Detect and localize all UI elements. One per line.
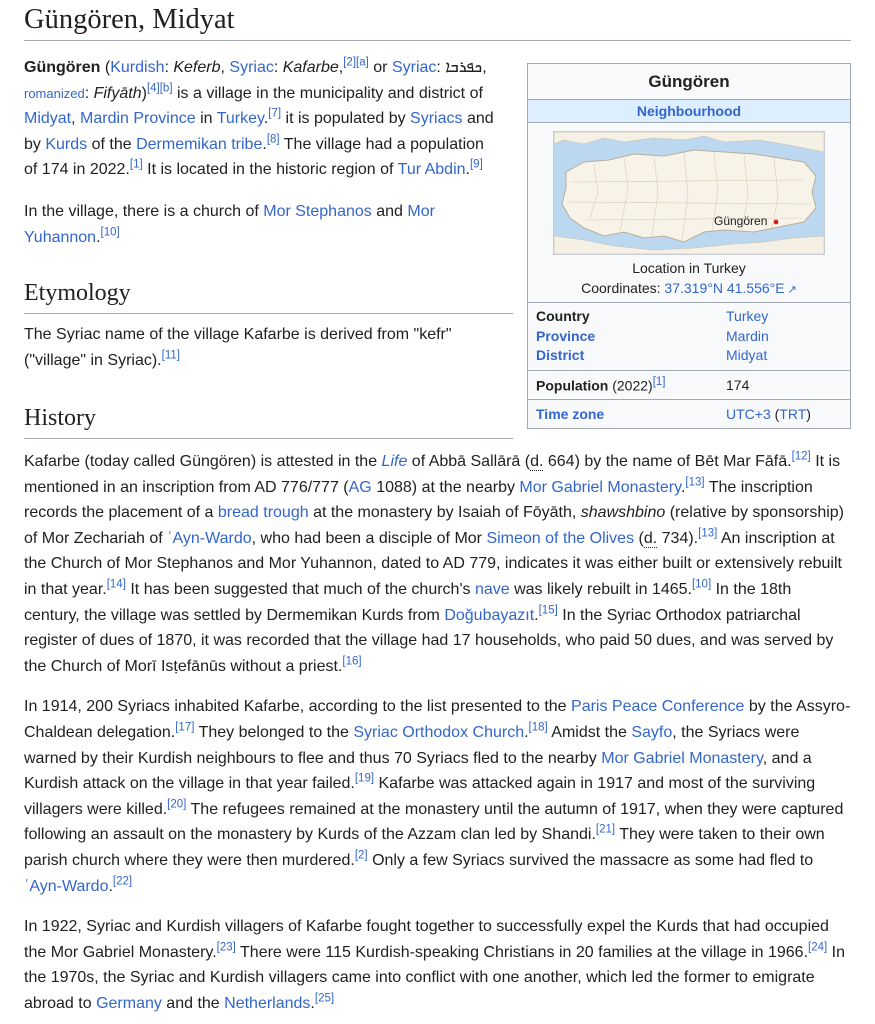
syriac-script: ܟܦܪܒܐ <box>445 59 483 76</box>
link-syriac[interactable]: Syriac <box>229 59 274 76</box>
link-dogubayazit[interactable]: Doğubayazıt <box>444 606 535 624</box>
ref-link[interactable]: [11] <box>161 349 180 362</box>
text: In the village, there is a church of <box>24 202 259 220</box>
lead-paragraph-2: In the village, there is a church of Mor Stephanos and Mor Yuhannon.[10] <box>24 202 435 246</box>
coordinates-link[interactable]: 37.319°N 41.556°E <box>664 280 785 296</box>
link-mor-stephanos[interactable]: Mor Stephanos <box>263 202 372 220</box>
turkey-map-graphic <box>554 132 824 254</box>
link-sayfo[interactable]: Sayfo <box>631 723 673 741</box>
ref-link[interactable]: [23] <box>216 941 236 954</box>
link-simeon-of-the-olives[interactable]: Simeon of the Olives <box>486 529 635 547</box>
ref-link[interactable]: [10] <box>100 226 120 239</box>
text: is a village in the municipality and district of <box>176 84 483 102</box>
ref-link[interactable]: [16] <box>342 655 362 668</box>
population-label-wrap <box>536 377 726 394</box>
link-mor-yuhannon[interactable]: Mor Yuhannon <box>24 202 435 246</box>
infobox-row-province <box>536 327 842 347</box>
article <box>24 0 851 1012</box>
ref-link[interactable]: [15] <box>538 604 558 617</box>
link-romanized[interactable]: romanized <box>24 85 85 101</box>
romanized-name: Fifyāth <box>93 84 142 102</box>
population-year: (2022) <box>612 377 653 394</box>
text: and by <box>24 110 494 153</box>
ref-link[interactable]: [19] <box>354 772 375 785</box>
link-tur-abdin[interactable]: Tur Abdin <box>397 161 466 179</box>
ref-link[interactable]: [12] <box>791 450 811 463</box>
text: of the <box>91 135 132 153</box>
abbr-died: d. <box>643 529 658 547</box>
map-marker-label: Güngören <box>714 214 768 228</box>
syriac-name: Kafarbe <box>282 59 339 76</box>
ref-link[interactable]: [18] <box>528 721 548 734</box>
map-caption: Location in Turkey <box>632 260 746 276</box>
ref-link[interactable]: [4] <box>146 82 160 95</box>
link-nave[interactable]: nave <box>474 580 510 598</box>
text: It is located in the historic region of <box>147 161 394 179</box>
ref-link[interactable]: [22] <box>112 875 133 888</box>
ref-link[interactable]: [14] <box>106 578 126 591</box>
row-value-link[interactable]: Midyat <box>726 347 768 363</box>
link-netherlands[interactable]: Netherlands <box>224 994 311 1012</box>
link-ag[interactable]: AG <box>348 478 372 496</box>
abbr-died: d. <box>530 453 544 470</box>
link-ayn-wardo[interactable]: ʿAyn-Wardo <box>24 877 109 895</box>
page-title: Güngören, Midyat <box>24 0 851 41</box>
link-neighbourhood[interactable]: Neighbourhood <box>636 103 742 119</box>
link-kurds[interactable]: Kurds <box>45 135 88 153</box>
history-heading-wrap <box>24 402 513 439</box>
ref-link[interactable]: [17] <box>175 721 195 734</box>
link-life[interactable]: Life <box>381 453 408 470</box>
lead-paragraph-1: Güngören (Kurdish: Keferb, Syriac: Kafarbe,[2][a] or Syriac: ܟܦܪܒܐ, romanized: Fifyāth)[4][b] is a village in the municipality and district of Midyat, Mardin Province in Turkey.[7] it is populated by Syriacs and by Kurds of the Dermemikan tribe.[8] The village had a population of 174 in 2022.[1] It is located in the historic region of Tur Abdin.[9] <box>24 56 494 179</box>
history-paragraph-3: In 1922, Syriac and Kurdish villagers of Kafarbe fought together to successfully expel the Kurds that had occupied the Mor Gabriel Monastery.[23] There were 115 Kurdish-speaking Christians in 20 families at the village in 1966.[24] In the 1970s, the Syriac and Kurdish villagers came into conflict with one another, which led the former to emigrate abroad to Germany and the Netherlands.[25] <box>24 918 846 1012</box>
history-paragraph-2: In 1914, 200 Syriacs inhabited Kafarbe, according to the list presented to the Paris Peace Conference by the Assyro-Chaldean delegation.[17] They belonged to the Syriac Orthodox Church.[18] Amidst the Sayfo, the Syriacs were warned by their Kurdish neighbours to flee and thus 70 Syriacs fled to the nearby Mor Gabriel Monastery, and a Kurdish attack on the village in that year failed.[19] Kafarbe was attacked again in 1917 and most of the surviving villagers were killed.[20] The refugees remained at the monastery until the autumn of 1917, when they were captured following an assault on the monastery by Kurds of the Azzam clan led by Shandi.[21] They were taken to their own parish church where they were then murdered.[2] Only a few Syriacs survived the massacre as some had fled to ʿAyn-Wardo.[22] <box>24 698 851 895</box>
ref-link[interactable]: [1] <box>129 159 143 172</box>
infobox-title: Güngören <box>648 72 730 91</box>
infobox <box>527 63 851 429</box>
link-mor-gabriel-monastery[interactable]: Mor Gabriel Monastery <box>601 749 763 767</box>
location-map[interactable] <box>553 131 825 255</box>
link-ayn-wardo[interactable]: ʿAyn-Wardo <box>167 529 252 547</box>
lead-section <box>24 55 499 250</box>
ref-link[interactable]: [2] <box>343 56 357 69</box>
text: and <box>376 202 403 220</box>
infobox-timezone <box>528 400 850 428</box>
population-value: 174 <box>726 376 750 393</box>
ref-link[interactable]: [9] <box>469 159 483 172</box>
section-heading-etymology: Etymology <box>24 277 513 314</box>
kurdish-name: Keferb <box>173 59 221 76</box>
ref-link[interactable]: [13] <box>685 476 705 489</box>
ref-link[interactable]: [10] <box>691 578 712 591</box>
history-paragraph-1: Kafarbe (today called Güngören) is attested in the Life of Abbā Sallārā (d. 664) by the name of Bēt Mar Fāfā.[12] It is mentioned in an inscription from AD 776/777 (AG 1088) at the nearby Mor Gabriel Monastery.[13] The inscription records the placement of a bread trough at the monastery by Isaiah of Fōyāth, shawshbino (relative by sponsorship) of Mor Zechariah of ʿAyn-Wardo, who had been a disciple of Mor Simeon of the Olives (d. 734).[13] An inscription at the Church of Mor Stephanos and Mor Yuhannon, dated to AD 779, indicates it was either built or extensively rebuilt in that year.[14] It has been suggested that much of the church's nave was likely rebuilt in 1465.[10] In the 18th century, the village was settled by Dermemikan Kurds from Doğubayazıt.[15] In the Syriac Orthodox patriarchal register of dues of 1870, it was recorded that the village had 17 households, who paid 50 dues, and was served by the Church of Morī Isṭefānūs without a priest.[16] <box>24 450 845 675</box>
timezone-label-link[interactable]: Time zone <box>536 406 605 423</box>
ref-link[interactable]: [25] <box>314 992 335 1005</box>
timezone-abbr-link[interactable]: TRT <box>779 406 807 423</box>
link-bread-trough[interactable]: bread trough <box>217 504 309 522</box>
coordinates <box>528 280 850 296</box>
row-label-link[interactable]: Province <box>536 327 596 344</box>
link-mor-gabriel-monastery[interactable]: Mor Gabriel Monastery <box>519 478 681 496</box>
history-section <box>24 449 851 1016</box>
link-kurdish[interactable]: Kurdish <box>110 59 165 76</box>
etymology-paragraph <box>24 322 513 373</box>
infobox-row-country <box>536 307 842 327</box>
link-syriac[interactable]: Syriac <box>391 59 437 76</box>
link-mardin-province[interactable]: Mardin Province <box>80 110 196 128</box>
text: in <box>200 110 213 128</box>
note-link[interactable]: [b] <box>159 82 173 95</box>
coordinates-label: Coordinates: <box>581 280 661 296</box>
text: or <box>373 59 388 76</box>
section-heading-history: History <box>24 402 513 439</box>
infobox-subtitle <box>528 99 850 123</box>
note-link[interactable]: [a] <box>356 56 369 69</box>
timezone-link[interactable]: UTC+3 <box>726 406 771 423</box>
external-link-icon: ↗ <box>784 284 797 296</box>
article-subject: Güngören <box>24 59 101 76</box>
link-midyat[interactable]: Midyat <box>24 110 72 128</box>
link-turkey[interactable]: Turkey <box>216 110 264 128</box>
etymology-section <box>24 277 513 373</box>
ref-link[interactable]: [20] <box>167 798 187 811</box>
row-value-link[interactable]: Turkey <box>726 308 769 324</box>
link-dermemikan-tribe[interactable]: Dermemikan tribe <box>136 135 263 153</box>
ref-link[interactable]: [24] <box>808 941 828 954</box>
row-label: Country <box>536 308 590 324</box>
text: The Syriac name of the village Kafarbe is derived from "kefr" ("village" in Syriac). <box>24 326 452 369</box>
row-value-link[interactable]: Mardin <box>726 327 769 344</box>
ref-link[interactable]: [2] <box>354 849 368 862</box>
row-label-link[interactable]: District <box>536 347 585 363</box>
text: it is populated by <box>285 110 406 128</box>
timezone-value-wrap: UTC+3 (TRT) <box>726 406 811 423</box>
infobox-location-rows <box>528 303 850 371</box>
link-syriacs[interactable]: Syriacs <box>410 110 463 128</box>
link-syriac-orthodox-church[interactable]: Syriac Orthodox Church <box>353 723 525 741</box>
infobox-map-section <box>528 123 850 303</box>
ref-link[interactable]: [8] <box>266 133 280 146</box>
ref-link[interactable]: [21] <box>595 823 616 836</box>
ref-link[interactable]: [7] <box>268 107 282 120</box>
infobox-population <box>528 371 850 401</box>
link-paris-peace-conference[interactable]: Paris Peace Conference <box>571 698 745 716</box>
ref-link[interactable]: [13] <box>698 527 718 540</box>
ref-link[interactable]: [1] <box>652 375 666 388</box>
link-germany[interactable]: Germany <box>96 994 162 1012</box>
infobox-row-district <box>536 346 842 366</box>
population-label: Population <box>536 377 609 394</box>
text: The village had a population of 174 in 2022. <box>24 135 484 179</box>
